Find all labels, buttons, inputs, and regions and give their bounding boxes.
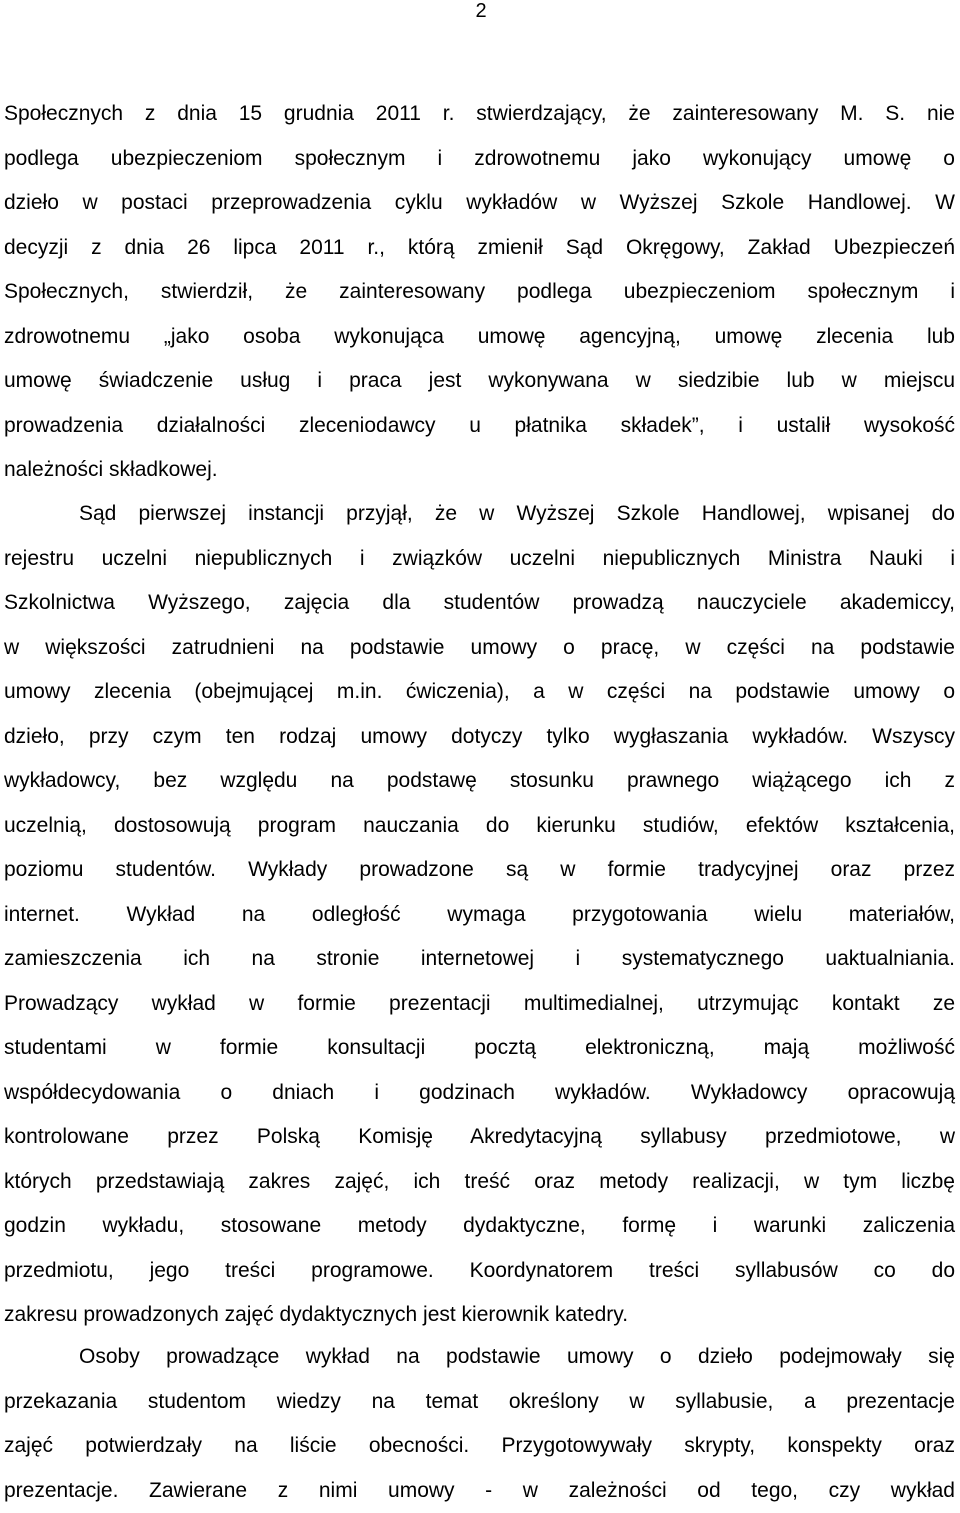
- text-line: Osoby prowadzące wykład na podstawie umowy o dzieło podejmowały się: [4, 1335, 955, 1380]
- page-number: 2: [471, 0, 491, 22]
- text-line: przedmiotu, jego treści programowe. Koordynatorem treści syllabusów co do: [4, 1249, 955, 1294]
- text-line: internet. Wykład na odległość wymaga przygotowania wielu materiałów,: [4, 893, 955, 938]
- text-line: Społecznych, stwierdził, że zainteresowany podlega ubezpieczeniom społecznym i: [4, 270, 955, 315]
- text-line: umowę świadczenie usług i praca jest wykonywana w siedzibie lub w miejscu: [4, 359, 955, 404]
- text-line: zajęć potwierdzały na liście obecności. Przygotowywały skrypty, konspekty oraz: [4, 1424, 955, 1469]
- text-line: zakresu prowadzonych zajęć dydaktycznych jest kierownik katedry.: [4, 1293, 955, 1338]
- text-line: Prowadzący wykład w formie prezentacji multimedialnej, utrzymując kontakt ze: [4, 982, 955, 1027]
- text-line: decyzji z dnia 26 lipca 2011 r., którą zmienił Sąd Okręgowy, Zakład Ubezpieczeń: [4, 226, 955, 271]
- text-line: uczelnią, dostosowują program nauczania do kierunku studiów, efektów kształcenia,: [4, 804, 955, 849]
- text-line: rejestru uczelni niepublicznych i związków uczelni niepublicznych Ministra Nauki i: [4, 537, 955, 582]
- text-line: poziomu studentów. Wykłady prowadzone są w formie tradycyjnej oraz przez: [4, 848, 955, 893]
- text-line: dzieło, przy czym ten rodzaj umowy dotyczy tylko wygłaszania wykładów. Wszyscy: [4, 715, 955, 760]
- paragraph-3: [4, 1335, 955, 1513]
- text-line: Szkolnictwa Wyższego, zajęcia dla studentów prowadzą nauczyciele akademiccy,: [4, 581, 955, 626]
- text-line: zdrowotnemu „jako osoba wykonująca umowę agencyjną, umowę zlecenia lub: [4, 315, 955, 360]
- paragraph-1: [4, 92, 955, 493]
- text-line: których przedstawiają zakres zajęć, ich treść oraz metody realizacji, w tym liczbę: [4, 1160, 955, 1205]
- text-line: studentami w formie konsultacji pocztą elektroniczną, mają możliwość: [4, 1026, 955, 1071]
- text-line: prowadzenia działalności zleceniodawcy u płatnika składek”, i ustalił wysokość: [4, 404, 955, 449]
- text-line: prezentacje. Zawierane z nimi umowy - w zależności od tego, czy wykład: [4, 1469, 955, 1513]
- text-line: kontrolowane przez Polską Komisję Akredytacyjną syllabusy przedmiotowe, w: [4, 1115, 955, 1160]
- text-line: w większości zatrudnieni na podstawie umowy o pracę, w części na podstawie: [4, 626, 955, 671]
- text-line: dzieło w postaci przeprowadzenia cyklu wykładów w Wyższej Szkole Handlowej. W: [4, 181, 955, 226]
- text-line: wykładowcy, bez względu na podstawę stosunku prawnego wiążącego ich z: [4, 759, 955, 804]
- text-line: godzin wykładu, stosowane metody dydaktyczne, formę i warunki zaliczenia: [4, 1204, 955, 1249]
- text-line: przekazania studentom wiedzy na temat określony w syllabusie, a prezentacje: [4, 1380, 955, 1425]
- text-line: współdecydowania o dniach i godzinach wykładów. Wykładowcy opracowują: [4, 1071, 955, 1116]
- text-line: umowy zlecenia (obejmującej m.in. ćwiczenia), a w części na podstawie umowy o: [4, 670, 955, 715]
- text-line: zamieszczenia ich na stronie internetowej i systematycznego uaktualniania.: [4, 937, 955, 982]
- paragraph-2: [4, 492, 955, 1338]
- text-line: Sąd pierwszej instancji przyjął, że w Wyższej Szkole Handlowej, wpisanej do: [4, 492, 955, 537]
- text-line: podlega ubezpieczeniom społecznym i zdrowotnemu jako wykonujący umowę o: [4, 137, 955, 182]
- text-line: Społecznych z dnia 15 grudnia 2011 r. stwierdzający, że zainteresowany M. S. nie: [4, 92, 955, 137]
- text-line: należności składkowej.: [4, 448, 955, 493]
